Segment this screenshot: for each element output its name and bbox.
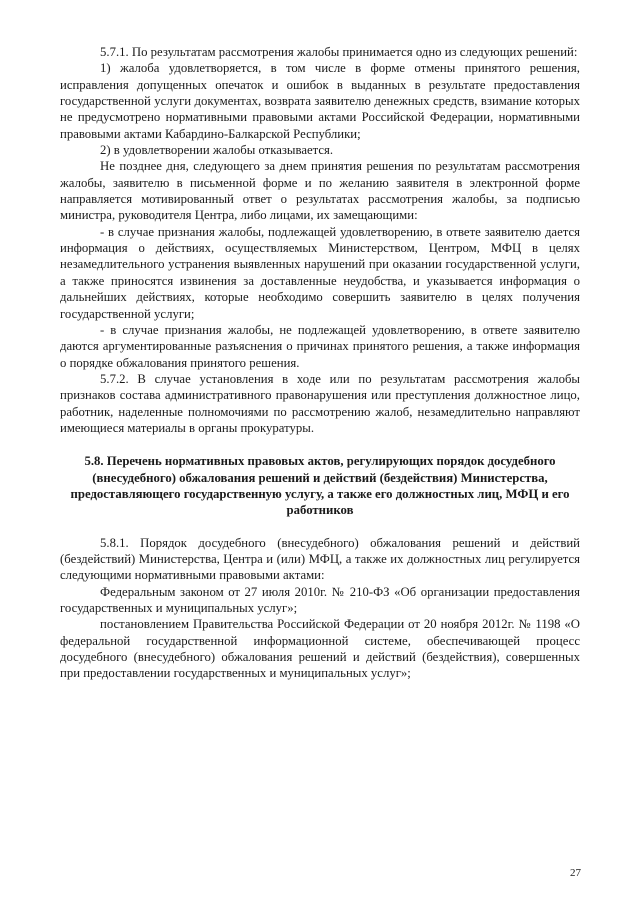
paragraph-5-8-1: 5.8.1. Порядок досудебного (внесудебного) обжалования решений и действий (бездействий) Министерства, Центра и (или) МФЦ, а также их должностных лиц регулируется следующими нормативными правовыми актами:	[60, 535, 580, 583]
paragraph-response-deadline: Не позднее дня, следующего за днем принятия решения по результатам рассмотрения жалобы, заявителю в письменной форме и по желанию заявителя в электронной форме направляется мотивированный ответ о результатах рассмотрения жалобы, за подписью министра, руководителя Центра, либо лицами, их замещающими:	[60, 159, 580, 223]
paragraph-5-7-2: 5.7.2. В случае установления в ходе или по результатам рассмотрения жалобы признаков состава административного правонарушения или преступления должностное лицо, работник, наделенные полномочиями по рассмотрению жалоб, незамедлительно направляют имеющиеся материалы в органы прокуратуры.	[60, 371, 580, 435]
paragraph-decision-1: 1) жалоба удовлетворяется, в том числе в форме отмены принятого решения, исправления допущенных опечаток и ошибок в выданных в результате предоставления государственной услуги документах, возврата заявителю денежных средств, взимание которых не предусмотрено нормативными правовыми актами Российской Федерации, нормативными правовыми актами Кабардино-Балкарской Республики;	[60, 61, 580, 141]
page-number: 27	[570, 867, 581, 879]
paragraph-rejected-case: - в случае признания жалобы, не подлежащей удовлетворению, в ответе заявителю даются аргументированные разъяснения о причинах принятого решения, а также информация о порядке обжалования принятого решения.	[60, 322, 580, 370]
paragraph-satisfied-case: - в случае признания жалобы, подлежащей удовлетворению, в ответе заявителю дается информация о действиях, осуществляемых Министерством, Центром, МФЦ в целях незамедлительного устранения выявленных нарушений при оказании государственной услуги, а также приносятся извинения за доставленные неудобства, и указывается информация о дальнейших действиях, которые необходимо совершить заявителю в целях получения государственной услуги;	[60, 224, 580, 321]
paragraph-decision-2: 2) в удовлетворении жалобы отказывается.	[100, 143, 334, 158]
paragraph-5-7-1: 5.7.1. По результатам рассмотрения жалобы принимается одно из следующих решений:	[100, 45, 578, 59]
paragraph-government-resolution: постановлением Правительства Российской Федерации от 20 ноября 2012г. № 1198 «О федеральной государственной информационной системе, обеспечивающей процесс досудебного (внесудебного) обжалования решений и действий (бездействия), совершенных при предоставлении государственных и муниципальных услуг»;	[60, 617, 580, 681]
section-heading-5-8: 5.8. Перечень нормативных правовых актов, регулирующих порядок досудебного (внесудебного) обжалования решений и действий (бездействия) Министерства, предоставляющего государственную услугу, а также его должностных лиц, МФЦ и его работников	[70, 454, 570, 518]
document-body	[60, 44, 580, 682]
paragraph-federal-law: Федеральным законом от 27 июля 2010г. № 210-ФЗ «Об организации предоставления государственных и муниципальных услуг»;	[60, 584, 580, 615]
